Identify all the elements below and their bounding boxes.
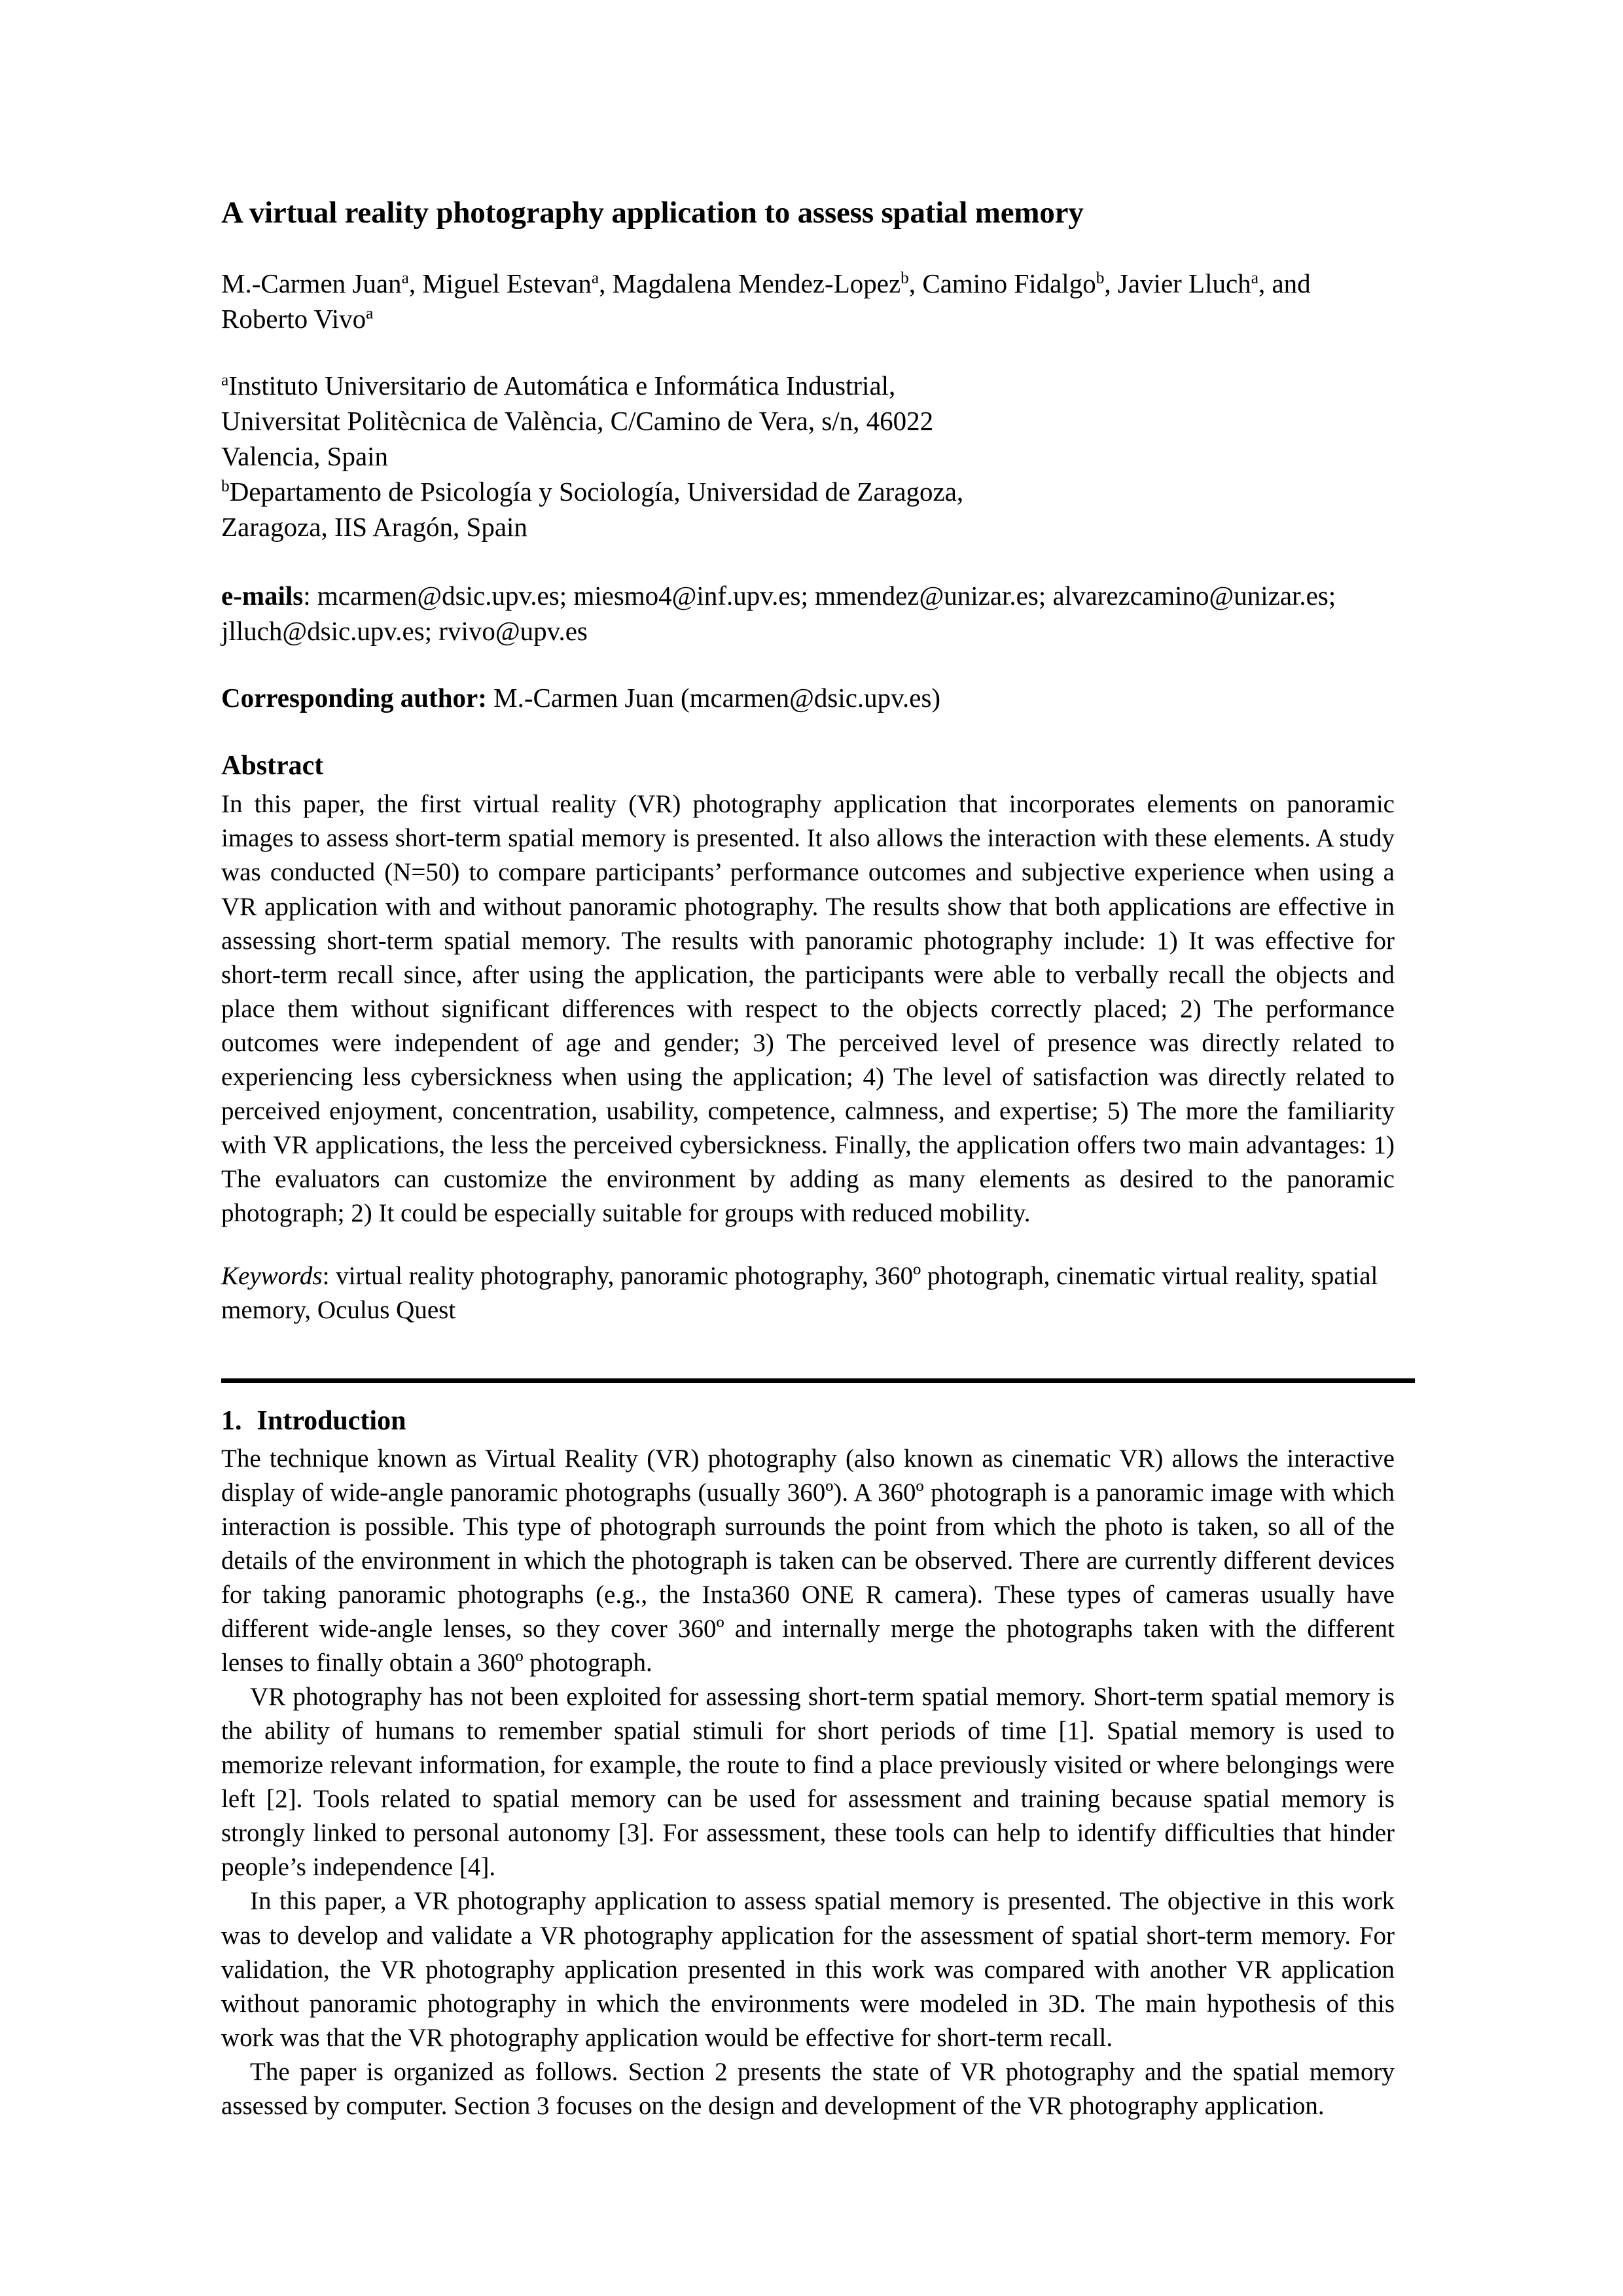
author-name: M.-Carmen Juan bbox=[221, 268, 402, 299]
section-title: Introduction bbox=[257, 1406, 406, 1437]
page-title: A virtual reality photography application to assess spatial memory bbox=[221, 196, 1084, 230]
author-name: Javier Lluch bbox=[1117, 268, 1251, 299]
paragraph: In this paper, a VR photography application to assess spatial memory is presented. The objective in this work was to develop and validate a VR photography application for the assessment of spatial short-term memory. For validation, the VR photography application presented in this work was compared with another VR application without panoramic photography in which the environments were modeled in 3D. The main hypothesis of this work was that the VR photography application would be effective for short-term recall. bbox=[221, 1887, 1395, 2052]
paragraph: VR photography has not been exploited for assessing short-term spatial memory. Short-term spatial memory is the ability of humans to remember spatial stimuli for short periods of time [1]. Spatial memory is used to memorize relevant information, for example, the route to find a place previously visited or where belongings were left [2]. Tools related to spatial memory can be used for assessment and training because spatial memory is strongly linked to personal autonomy [3]. For assessment, these tools can help to identify difficulties that hinder people’s independence [4]. bbox=[221, 1683, 1395, 1882]
paragraph: The paper is organized as follows. Section 2 presents the state of VR photography and the spatial memory assessed by computer. Section 3 focuses on the design and development of the VR photography application. bbox=[221, 2057, 1395, 2120]
page-content bbox=[221, 0, 1395, 2123]
author-name: Miguel Estevan bbox=[422, 268, 592, 299]
emails-block bbox=[221, 545, 1395, 649]
author-list: M.-Carmen Juan$^a$, Miguel Estevan$^a$, Magdalena Mendez-Lopez$^b$, Camino Fidalgo$^b$, Javier Lluch$^a$, and Roberto Vivo$^a$ bbox=[221, 268, 1311, 334]
affiliation-marker: a bbox=[221, 370, 229, 389]
keywords-block bbox=[221, 1230, 1395, 1327]
author-name: Magdalena Mendez-Lopez bbox=[612, 268, 901, 299]
corresponding-author-label: Corresponding author: bbox=[221, 682, 487, 713]
affiliation-line: Departamento de Psicología y Sociología, Universidad de Zaragoza, bbox=[229, 476, 964, 507]
author-name: Camino Fidalgo bbox=[922, 268, 1096, 299]
affiliation-line: Universitat Politècnica de València, C/Camino de Vera, s/n, 46022 bbox=[221, 406, 934, 437]
affiliation-line: Zaragoza, IIS Aragón, Spain bbox=[221, 512, 527, 543]
keywords-value: : virtual reality photography, panoramic photography, 360º photograph, cinematic virtual reality, spatial memory, Oculus Quest bbox=[221, 1262, 1378, 1325]
author-affil-marker: a bbox=[401, 268, 409, 287]
author-affil-marker: b bbox=[1096, 268, 1105, 287]
author-affil-marker: b bbox=[901, 268, 909, 287]
emails-value: : mcarmen@dsic.upv.es; miesmo4@inf.upv.es; mmendez@unizar.es; alvarezcamino@unizar.es; jlluch@dsic.upv.es; rvivo@upv.es bbox=[221, 580, 1336, 646]
affiliation-block bbox=[221, 336, 1395, 545]
affiliation-line: Valencia, Spain bbox=[221, 441, 389, 472]
keywords-label: Keywords bbox=[221, 1262, 323, 1291]
author-affil-marker: a bbox=[591, 268, 599, 287]
corresponding-author-value: M.-Carmen Juan (mcarmen@dsic.upv.es) bbox=[486, 682, 941, 713]
author-affil-marker: a bbox=[1251, 268, 1258, 287]
affiliation-line: Instituto Universitario de Automática e Informática Industrial, bbox=[228, 370, 896, 401]
corresponding-author-block bbox=[221, 649, 1395, 715]
author-name: Roberto Vivo bbox=[221, 303, 366, 334]
section-number: 1. bbox=[221, 1406, 242, 1437]
abstract-heading: Abstract bbox=[221, 750, 324, 781]
author-affil-marker: a bbox=[366, 304, 374, 323]
emails-label: e-mails bbox=[221, 580, 304, 611]
paragraph: The technique known as Virtual Reality (VR) photography (also known as cinematic VR) allows the interactive display of wide-angle panoramic photographs (usually 360º). A 360º photograph is a panoramic image with which interaction is possible. This type of photograph surrounds the point from which the photo is taken, so all of the details of the environment in which the photograph is taken can be observed. There are currently different devices for taking panoramic photographs (e.g., the Insta360 ONE R camera). These types of cameras usually have different wide-angle lenses, so they cover 360º and internally merge the photographs taken with the different lenses to finally obtain a 360º photograph. bbox=[221, 1444, 1395, 1677]
affiliation-marker: b bbox=[221, 476, 230, 495]
section-divider bbox=[221, 1378, 1415, 1383]
abstract-body: In this paper, the first virtual reality (VR) photography application that incorporates elements on panoramic images to assess short-term spatial memory is presented. It also allows the interaction with these elements. A study was conducted (N=50) to compare participants’ performance outcomes and subjective experience when using a VR application with and without panoramic photography. The results show that both applications are effective in assessing short-term spatial memory. The results with panoramic photography include: 1) It was effective for short-term recall since, after using the application, the participants were able to verbally recall the objects and place them without significant differences with respect to the objects correctly placed; 2) The performance outcomes were independent of age and gender; 3) The perceived level of presence was directly related to experiencing less cybersickness when using the application; 4) The level of satisfaction was directly related to perceived enjoyment, concentration, usability, competence, calmness, and expertise; 5) The more the familiarity with VR applications, the less the perceived cybersickness. Finally, the application offers two main advantages: 1) The evaluators can customize the environment by adding as many elements as desired to the panoramic photograph; 2) It could be especially suitable for groups with reduced mobility. bbox=[221, 790, 1395, 1228]
